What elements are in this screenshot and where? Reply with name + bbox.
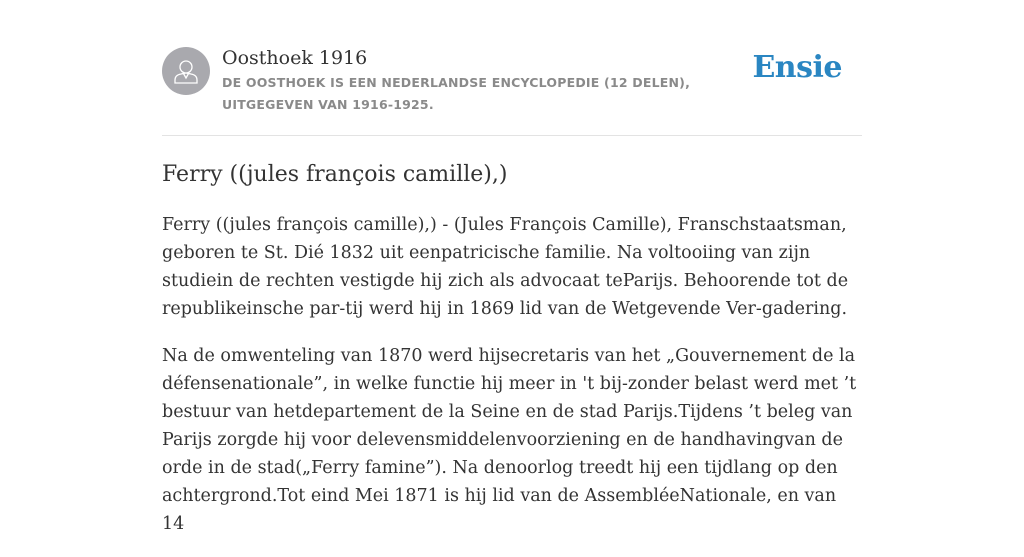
article	[162, 158, 862, 557]
source-description: DE OOSTHOEK IS EEN NEDERLANDSE ENCYCLOPEDIE (12 DELEN), UITGEGEVEN VAN 1916-1925.	[222, 75, 691, 112]
source-title[interactable]: Oosthoek 1916	[222, 47, 368, 69]
article-title: Ferry ((jules françois camille),)	[162, 162, 508, 187]
user-icon	[162, 47, 210, 95]
header-divider	[162, 135, 862, 136]
article-paragraph: Na de omwenteling van 1870 werd hijsecretaris van het „Gouvernement de la défensenationale”, in welke functie hij meer in 't bij-zonder belast werd met ’t bestuur van hetdepartement de la Seine en de stad Parijs.Tijdens ’t beleg van Parijs zorgde hij voor delevensmiddelenvoorziening en de handhavingvan de orde in de stad(„Ferry famine”). Na denoorlog treedt hij een tijdlang op den achtergrond.Tot eind Mei 1871 is hij lid van de AssembléeNationale, en van 14	[162, 346, 857, 534]
source-header	[162, 46, 862, 118]
source-avatar[interactable]	[162, 47, 210, 95]
article-paragraph: Ferry ((jules françois camille),) - (Jules François Camille), Franschstaatsman, geboren te St. Dié 1832 uit eenpatricische familie. Na voltooiing van zijn studiein de rechten vestigde hij zich als advocaat teParijs. Behoorende tot de republikeinsche par-tij werd hij in 1869 lid van de Wetgevende Ver-gadering.	[162, 215, 849, 319]
ensie-logo[interactable]: Ensie	[752, 50, 842, 85]
